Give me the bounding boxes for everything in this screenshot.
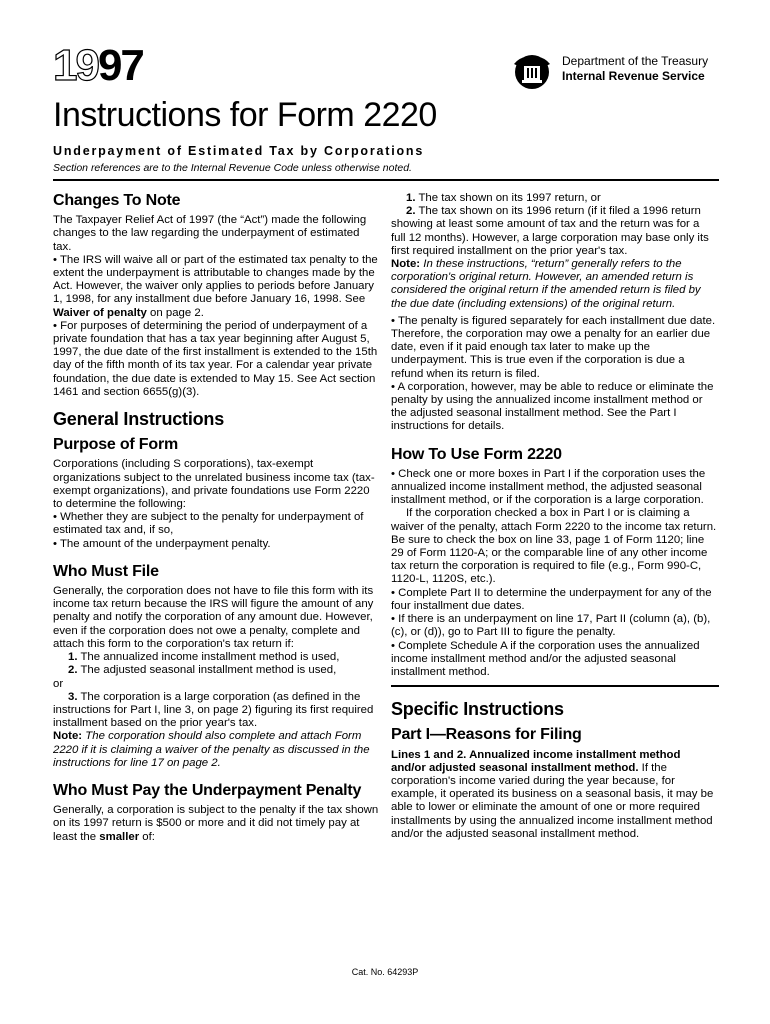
changes-paragraph: The Taxpayer Relief Act of 1997 (the “Act”) made the following changes to the law regarding the underpayment of estimated tax. <box>53 214 367 253</box>
dept-line-1: Department of the Treasury <box>562 54 709 68</box>
penalty-bullet-2: • A corporation, however, may be able to reduce or eliminate the penalty by using the annualized income installment method or the adjusted seasonal installment method. See the Part I instructions for details. <box>391 380 714 433</box>
who-must-pay-paragraph: Generally, a corporation is subject to the penalty if the tax shown on its 1997 return is $500 or more and it did not timely pay at least the smaller of: <box>53 804 379 843</box>
who-item-2: 2. The adjusted seasonal installment method is used, <box>68 664 337 677</box>
how-to-bullet-3: • If there is an underpayment on line 17, Part II (column (a), (b), (c), or (d)), go to Part III to figure the penalty. <box>391 613 711 639</box>
purpose-bullet-1: • Whether they are subject to the penalty for underpayment of estimated tax and, if so, <box>53 511 364 537</box>
catalog-number: Cat. No. 64293P <box>351 967 419 977</box>
purpose-bullet-2: • The amount of the underpayment penalty. <box>53 537 271 550</box>
penalty-bullet-1: • The penalty is figured separately for each installment due date. Therefore, the corporation may owe a penalty for an earlier due date, even if it paid enough tax later to make up the underpayment. This is true even if the corporation is due a refund when its return is filed. <box>391 314 716 380</box>
section-rule <box>391 685 719 687</box>
lines-1-2-paragraph: Lines 1 and 2. Annualized income installment method and/or adjusted seasonal installment method. If the corporation's income varied during the year because, for example, it operated its business on a seasonal basis, it may be able to lower or eliminate the amount of one or more required installments by using the annualized income installment method and/or the adjusted seasonal installment method. <box>391 748 714 840</box>
right-column <box>391 192 717 841</box>
return-note: Note: In these instructions, “return” generally refers to the corporation's original return. However, an amended return is considered the original return if the amended return is filed by the due date (including extensions) of the original return. <box>391 258 701 310</box>
how-to-bullet-4: • Complete Schedule A if the corporation uses the annualized income installment method and/or the adjusted seasonal installment method. <box>391 639 700 678</box>
irs-eagle-logo-icon <box>510 50 554 92</box>
section-reference-note: Section references are to the Internal Revenue Code unless otherwise noted. <box>53 162 412 174</box>
how-to-use-heading: How To Use Form 2220 <box>391 445 562 463</box>
who-or: or <box>53 677 64 690</box>
year-mark <box>53 41 143 90</box>
header-rule <box>53 179 719 181</box>
part-1-heading: Part I—Reasons for Filing <box>391 726 582 744</box>
year-outline: 19 <box>53 41 98 90</box>
who-item-3: 3. The corporation is a large corporation (as defined in the instructions for Part I, line 3, on page 2) figuring its first required installment based on the prior year's tax. <box>53 690 374 730</box>
how-to-bullet-1: • Check one or more boxes in Part I if the corporation uses the annualized income installment method, the adjusted seasonal installment method, or if the corporation is a large corporation. <box>391 467 706 507</box>
smaller-of-item-1: 1. The tax shown on its 1997 return, or <box>406 192 601 204</box>
document-subtitle: Underpayment of Estimated Tax by Corporations <box>53 144 425 158</box>
agency-name <box>562 54 708 84</box>
how-to-bullet-2: • Complete Part II to determine the underpayment for any of the four installment due dates. <box>391 586 712 612</box>
general-instructions-heading: General Instructions <box>53 409 225 430</box>
specific-instructions-heading: Specific Instructions <box>391 699 564 720</box>
purpose-paragraph: Corporations (including S corporations), tax-exempt organizations subject to the unrelated business income tax (tax-exempt organizations), and private foundations use Form 2220 to determine the following: <box>53 458 375 511</box>
how-to-paragraph: If the corporation checked a box in Part I or is claiming a waiver of the penalty, attach Form 2220 to the income tax return. Be sure to check the box on line 33, page 1 of Form 1120; line 29 of Form 1120-A; or the comparable line of any other income tax return the corporation is required to file (e.g., Form 990-C, 1120-L, 1120S, etc.). <box>391 507 717 586</box>
left-column <box>53 192 379 844</box>
purpose-heading: Purpose of Form <box>53 436 179 454</box>
dept-line-2: Internal Revenue Service <box>562 69 705 83</box>
year-solid: 97 <box>97 41 143 90</box>
changes-bullet-1: • The IRS will waive all or part of the estimated tax penalty to the extent the underpayment is attributable to changes made by the Act. However, the waiver only applies to periods before January 1, 1998, for any installment due before January 16, 1998. See Waiver of penalty on page 2. <box>53 253 378 319</box>
changes-heading: Changes To Note <box>53 192 181 209</box>
who-must-pay-heading: Who Must Pay the Underpayment Penalty <box>53 781 362 799</box>
smaller-of-item-2: 2. The tax shown on its 1996 return (if it filed a 1996 return showing at least some amount of tax and the return was for a full 12 months). However, a large corporation may base only its first required installment on the prior year's tax. <box>391 205 709 257</box>
changes-bullet-2: • For purposes of determining the period of underpayment of a private foundation that has a tax year beginning after August 5, 1997, the due date of the first installment is extended to the 15th day of the fifth month of its tax year. For a calendar year private foundation, the due date is extended to May 15. See Act section 1461 and section 6655(g)(3). <box>53 319 378 398</box>
who-item-1: 1. The annualized income installment method is used, <box>68 651 340 664</box>
who-must-file-heading: Who Must File <box>53 562 159 580</box>
who-note: Note: The corporation should also complete and attach Form 2220 if it is claiming a waiver of the penalty as discussed in the instructions for line 17 on page 2. <box>53 730 370 769</box>
document-title: Instructions for Form 2220 <box>53 96 437 134</box>
who-must-file-paragraph: Generally, the corporation does not have to file this form with its income tax return because the IRS will figure the amount of any penalty and notify the corporation of any amount due. However, even if the corporation does not owe a penalty, complete and attach this form to the corporation's tax return if: <box>53 585 374 650</box>
